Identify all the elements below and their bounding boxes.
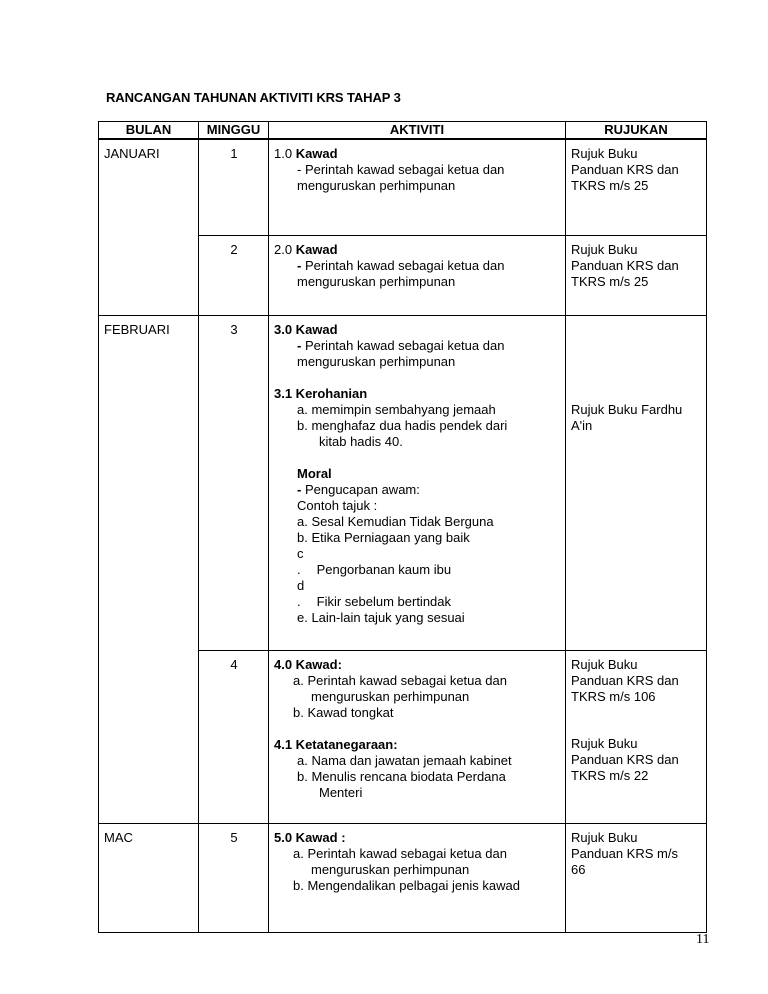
header-minggu: MINGGU (199, 122, 269, 140)
table-row (99, 315, 707, 650)
activity-cell: 2.0 Kawad - Perintah kawad sebagai ketua dan menguruskan perhimpunan (269, 235, 566, 315)
week-cell: 3 (199, 315, 269, 650)
reference-cell: Rujuk Buku Panduan KRS dan TKRS m/s 106 Rujuk Buku Panduan KRS dan TKRS m/s 22 (566, 650, 707, 823)
header-aktiviti: AKTIVITI (269, 122, 566, 140)
table-row (99, 823, 707, 932)
table-header-row (99, 122, 707, 140)
activity-cell: 5.0 Kawad : a. Perintah kawad sebagai ketua dan menguruskan perhimpunan b. Mengendalikan pelbagai jenis kawad (269, 823, 566, 932)
reference-cell: Rujuk Buku Panduan KRS m/s 66 (566, 823, 707, 932)
week-cell: 2 (199, 235, 269, 315)
week-cell: 4 (199, 650, 269, 823)
month-cell: FEBRUARI (99, 315, 199, 823)
month-cell: MAC (99, 823, 199, 932)
reference-cell: Rujuk Buku Panduan KRS dan TKRS m/s 25 (566, 139, 707, 235)
activity-cell: 3.0 Kawad - Perintah kawad sebagai ketua dan menguruskan perhimpunan 3.1 Kerohanian a. memimpin sembahyang jemaah b. menghafaz dua hadis pendek dari kitab hadis 40. Moral - Pengucapan awam: Contoh tajuk : a. Sesal Kemudian Tidak Berguna b. Etika Perniagaan yang baik c . Pengorbanan kaum ibu d . Fikir sebelum bertindak e. Lain-lain tajuk yang sesuai (269, 315, 566, 650)
reference-cell: Rujuk Buku Fardhu A'in (566, 315, 707, 650)
activity-cell: 1.0 Kawad - Perintah kawad sebagai ketua dan menguruskan perhimpunan (269, 139, 566, 235)
table-row (99, 139, 707, 235)
page-number: 11 (696, 932, 710, 947)
month-cell: JANUARI (99, 139, 199, 315)
header-bulan: BULAN (99, 122, 199, 140)
header-rujukan: RUJUKAN (566, 122, 707, 140)
week-cell: 5 (199, 823, 269, 932)
activity-cell: 4.0 Kawad: a. Perintah kawad sebagai ketua dan menguruskan perhimpunan b. Kawad tongkat 4.1 Ketatanegaraan: a. Nama dan jawatan jemaah kabinet b. Menulis rencana biodata Perdana Menteri (269, 650, 566, 823)
document-title: RANCANGAN TAHUNAN AKTIVITI KRS TAHAP 3 (106, 90, 401, 105)
week-cell: 1 (199, 139, 269, 235)
reference-cell: Rujuk Buku Panduan KRS dan TKRS m/s 25 (566, 235, 707, 315)
activity-plan-table (98, 121, 707, 933)
